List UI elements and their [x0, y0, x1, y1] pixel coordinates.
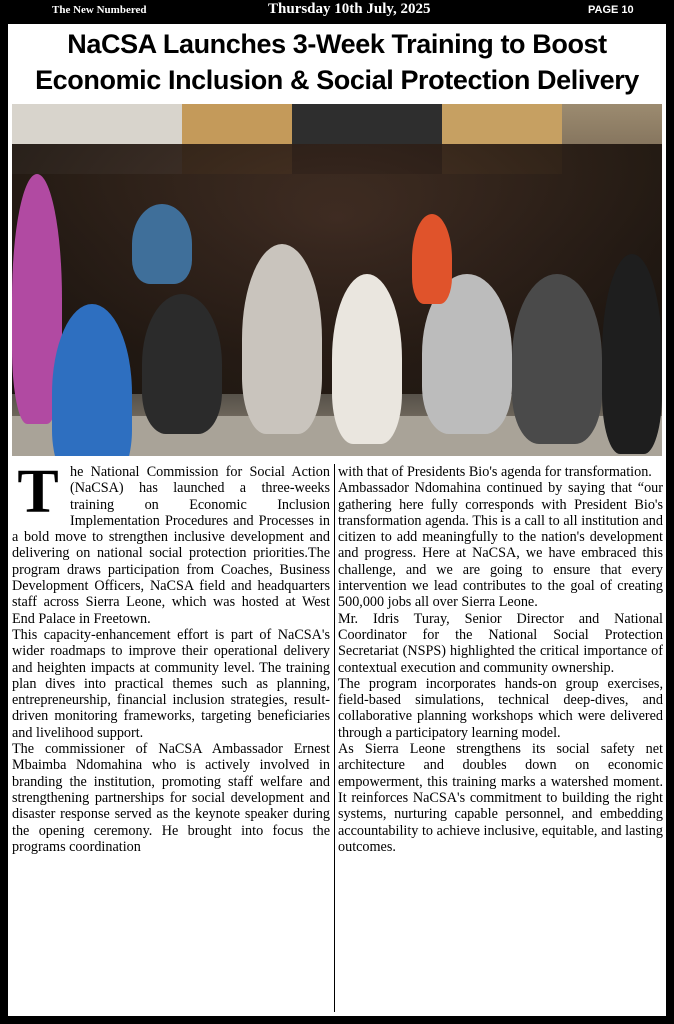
- article-paragraph: The commissioner of NaCSA Ambassador Ernest Mbaimba Ndomahina who is actively involved in branding the institution, promoting staff welfare and strengthening partnerships for social development and disaster response served as the keynote speaker during the opening ceremony. He brought into focus the programs coordination: [12, 741, 330, 855]
- article-paragraph: with that of Presidents Bio's agenda for transformation.: [338, 464, 652, 480]
- drop-cap: T: [17, 458, 59, 526]
- article-column-right: [338, 464, 663, 855]
- article-paragraph: The program incorporates hands-on group exercises, field-based simulations, technical deep-dives, and collaborative planning workshops which were delivered through a participatory learning model.: [338, 675, 663, 741]
- group-photo: [12, 104, 662, 456]
- page-number: PAGE 10: [588, 4, 634, 16]
- article-paragraph: Ambassador Ndomahina continued by saying that “our gathering here fully corresponds with President Bio's transformation agenda. This is a call to all institution and citizen to add meaningfully to the nation's development and progress. Here at NaCSA, we have embraced this challenge, and we are going to ensure that every intervention we lead contributes to the goal of creating 500,000 jobs all over Sierra Leone.: [338, 480, 663, 611]
- photo-person: [602, 254, 662, 454]
- article-paragraph: Mr. Idris Turay, Senior Director and National Coordinator for the National Social Protection Secretariat (NSPS) highlighted the critical importance of contextual execution and community ownership.: [338, 610, 663, 676]
- photo-person: [412, 214, 452, 304]
- photo-person: [142, 294, 222, 434]
- column-divider: [334, 464, 335, 1012]
- masthead-bar: [0, 0, 674, 24]
- photo-person: [132, 204, 192, 284]
- article-column-left: [12, 458, 330, 855]
- article-paragraph: This capacity-enhancement effort is part of NaCSA's wider roadmaps to improve their operational delivery and heighten impacts at community level. The training plan dives into practical themes such as planning, entrepreneurship, financial inclusion strategies, result-driven monitoring frameworks, targeting beneficiaries and livelihood support.: [12, 626, 330, 741]
- headline-line-2: Economic Inclusion & Social Protection Delivery: [35, 65, 639, 95]
- headline: [8, 26, 666, 98]
- issue-date: Thursday 10th July, 2025: [268, 1, 431, 17]
- photo-person: [242, 244, 322, 434]
- photo-person: [512, 274, 602, 444]
- photo-person: [332, 274, 402, 444]
- publication-name: The New Numbered: [52, 4, 147, 16]
- headline-line-1: NaCSA Launches 3-Week Training to Boost: [67, 29, 607, 59]
- newspaper-page: [8, 24, 666, 1016]
- article-paragraph: As Sierra Leone strengthens its social safety net architecture and doubles down on economic empowerment, this training marks a watershed moment. It reinforces NaCSA's commitment to building the right systems, nurturing capable personnel, and embedding accountability to achieve inclusive, equitable, and lasting outcomes.: [338, 741, 663, 855]
- article-paragraph: The National Commission for Social Action (NaCSA) has launched a three-weeks training on Economic Inclusion Implementation Procedures and Processes in a bold move to strengthen inclusive development and delivering on national social protection priorities.The program draws participation from Coaches, Business Development Officers, NaCSA field and headquarters staff across Sierra Leone, which was hosted at West End Palace in Freetown.: [12, 458, 330, 627]
